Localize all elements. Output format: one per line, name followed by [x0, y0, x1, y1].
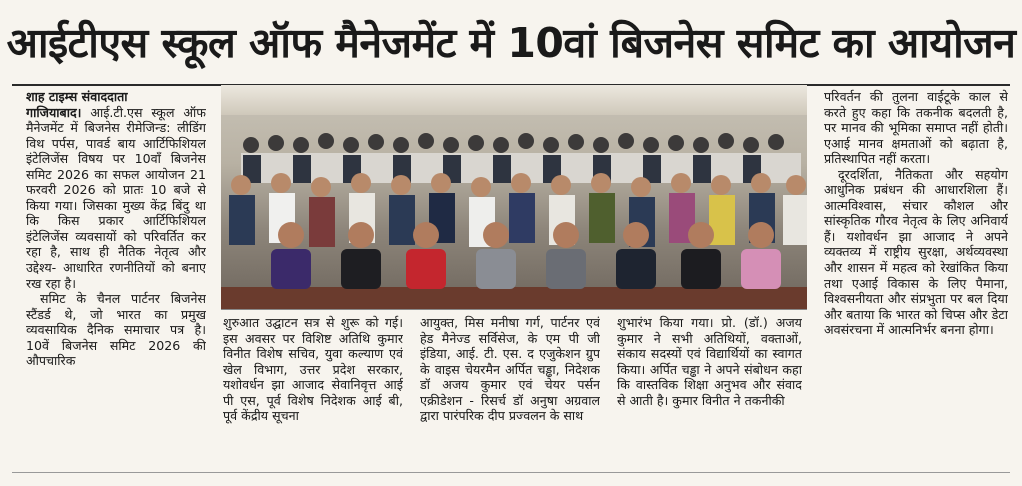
headline: आईटीएस स्कूल ऑफ मैनेजमेंट में 10वां बिजनेस समिट का आयोजन [6, 19, 1016, 67]
column-4-paragraph-1: शुभारंभ किया गया। प्रो. (डॉ.) अजय कुमार ने सभी अतिथियों, वक्ताओं, संकाय सदस्यों एवं विद्यार्थियों का स्वागत किया। अर्पित चड्ढा ने अपने संबोधन कहा कि वास्तविक शिक्षा अनुभव और संवाद से आती है। कुमार विनीत ने तकनीकी [617, 315, 802, 408]
column-1-paragraph-2: समिट के चैनल पार्टनर बिजनेस स्टैंडर्ड थे, जो भारत का प्रमुख व्यवसायिक दैनिक समाचार पत्र है। 10वें बिजनेस समिट 2026 की औपचारिक [26, 291, 206, 369]
bottom-rule [12, 472, 1010, 473]
column-5-paragraph-2: दूरदर्शिता, नैतिकता और सहयोग आधुनिक प्रबंधन की आधारशिला हैं। आत्मविश्वास, संचार कौशल और सांस्कृतिक गौरव नेतृत्व के लिए अनिवार्य हैं। यशोवर्धन झा आजाद ने अपने व्यक्तव्य में राष्ट्रीय सुरक्षा, अर्थव्यवस्था और शासन में महत्व को रेखांकित किया तथा एआई विकास के लिए पैमाना, विश्वसनीयता और संप्रभुता पर बल दिया और बताया कि भारत को चिप्स और डेटा अवसंरचना में आत्मनिर्भर बनना होगा। [824, 166, 1008, 338]
article-column-5 [824, 89, 1008, 469]
group-photo-figure [221, 85, 807, 309]
event-photo [221, 85, 807, 309]
article-column-4 [617, 315, 802, 470]
photo-border [221, 309, 807, 310]
column-2-paragraph-1: शुरुआत उद्घाटन सत्र से शुरू को गई। इस अवसर पर विशिष्ट अतिथि कुमार विनीत विशेष सचिव, युवा कल्याण एवं खेल विभाग, उत्तर प्रदेश सरकार, यशोवर्धन झा आजाद सेवानिवृत्त आई पी एस, पूर्व विशेष निदेशक आई बी, पूर्व केंद्रीय सूचना [223, 315, 403, 424]
article-column-3 [420, 315, 600, 470]
byline: शाह टाइम्स संवाददाता [26, 89, 128, 104]
article-column-2 [223, 315, 403, 470]
column-3-paragraph-1: आयुक्त, मिस मनीषा गर्ग, पार्टनर एवं हेड मैनेज्ड सर्विसेज, के एम पी जी इंडिया, आई. टी. एस. द एजुकेशन ग्रुप के वाइस चेयरमैन अर्पित चड्ढा, निदेशक डॉ अजय कुमार एवं चेयर पर्सन एक्रीडेशन - रिसर्च डॉ अनुषा अग्रवाल द्वारा पारंपरिक दीप प्रज्वलन के साथ [420, 315, 600, 424]
dateline: गाजियाबाद। [26, 104, 82, 120]
column-1-paragraph-1: आई.टी.एस स्कूल ऑफ मैनेजमेंट में बिजनेस रीमेजिन्ड: लीडिंग विथ पर्पस, पावर्ड बाय आर्टिफिशियल इंटेलिजेंस विषय पर 10वाँ बिजनेस समिट 2026 का सफल आयोजन 21 फरवरी 2026 को प्रातः 10 बजे से किया गया। जिसका मुख्य केंद्र बिंदु था कि किस प्रकार आर्टिफिशियल इंटेलिजेंस व्यवसायों को परिवर्तित कर रहा है, साथ ही नैतिक नेतृत्व और उद्देश्य- आधारित रणनीतियों को बनाए रख रहा है। [26, 104, 206, 291]
column-5-paragraph-1: परिवर्तन की तुलना वाईटूके काल से करते हुए कहा कि तकनीक बदलती है, पर मानव की भूमिका समाप्त नहीं होती। एआई मानव क्षमताओं को बढ़ाता है, प्रतिस्थापित नहीं करता। [824, 89, 1008, 167]
article-column-1 [26, 89, 206, 469]
